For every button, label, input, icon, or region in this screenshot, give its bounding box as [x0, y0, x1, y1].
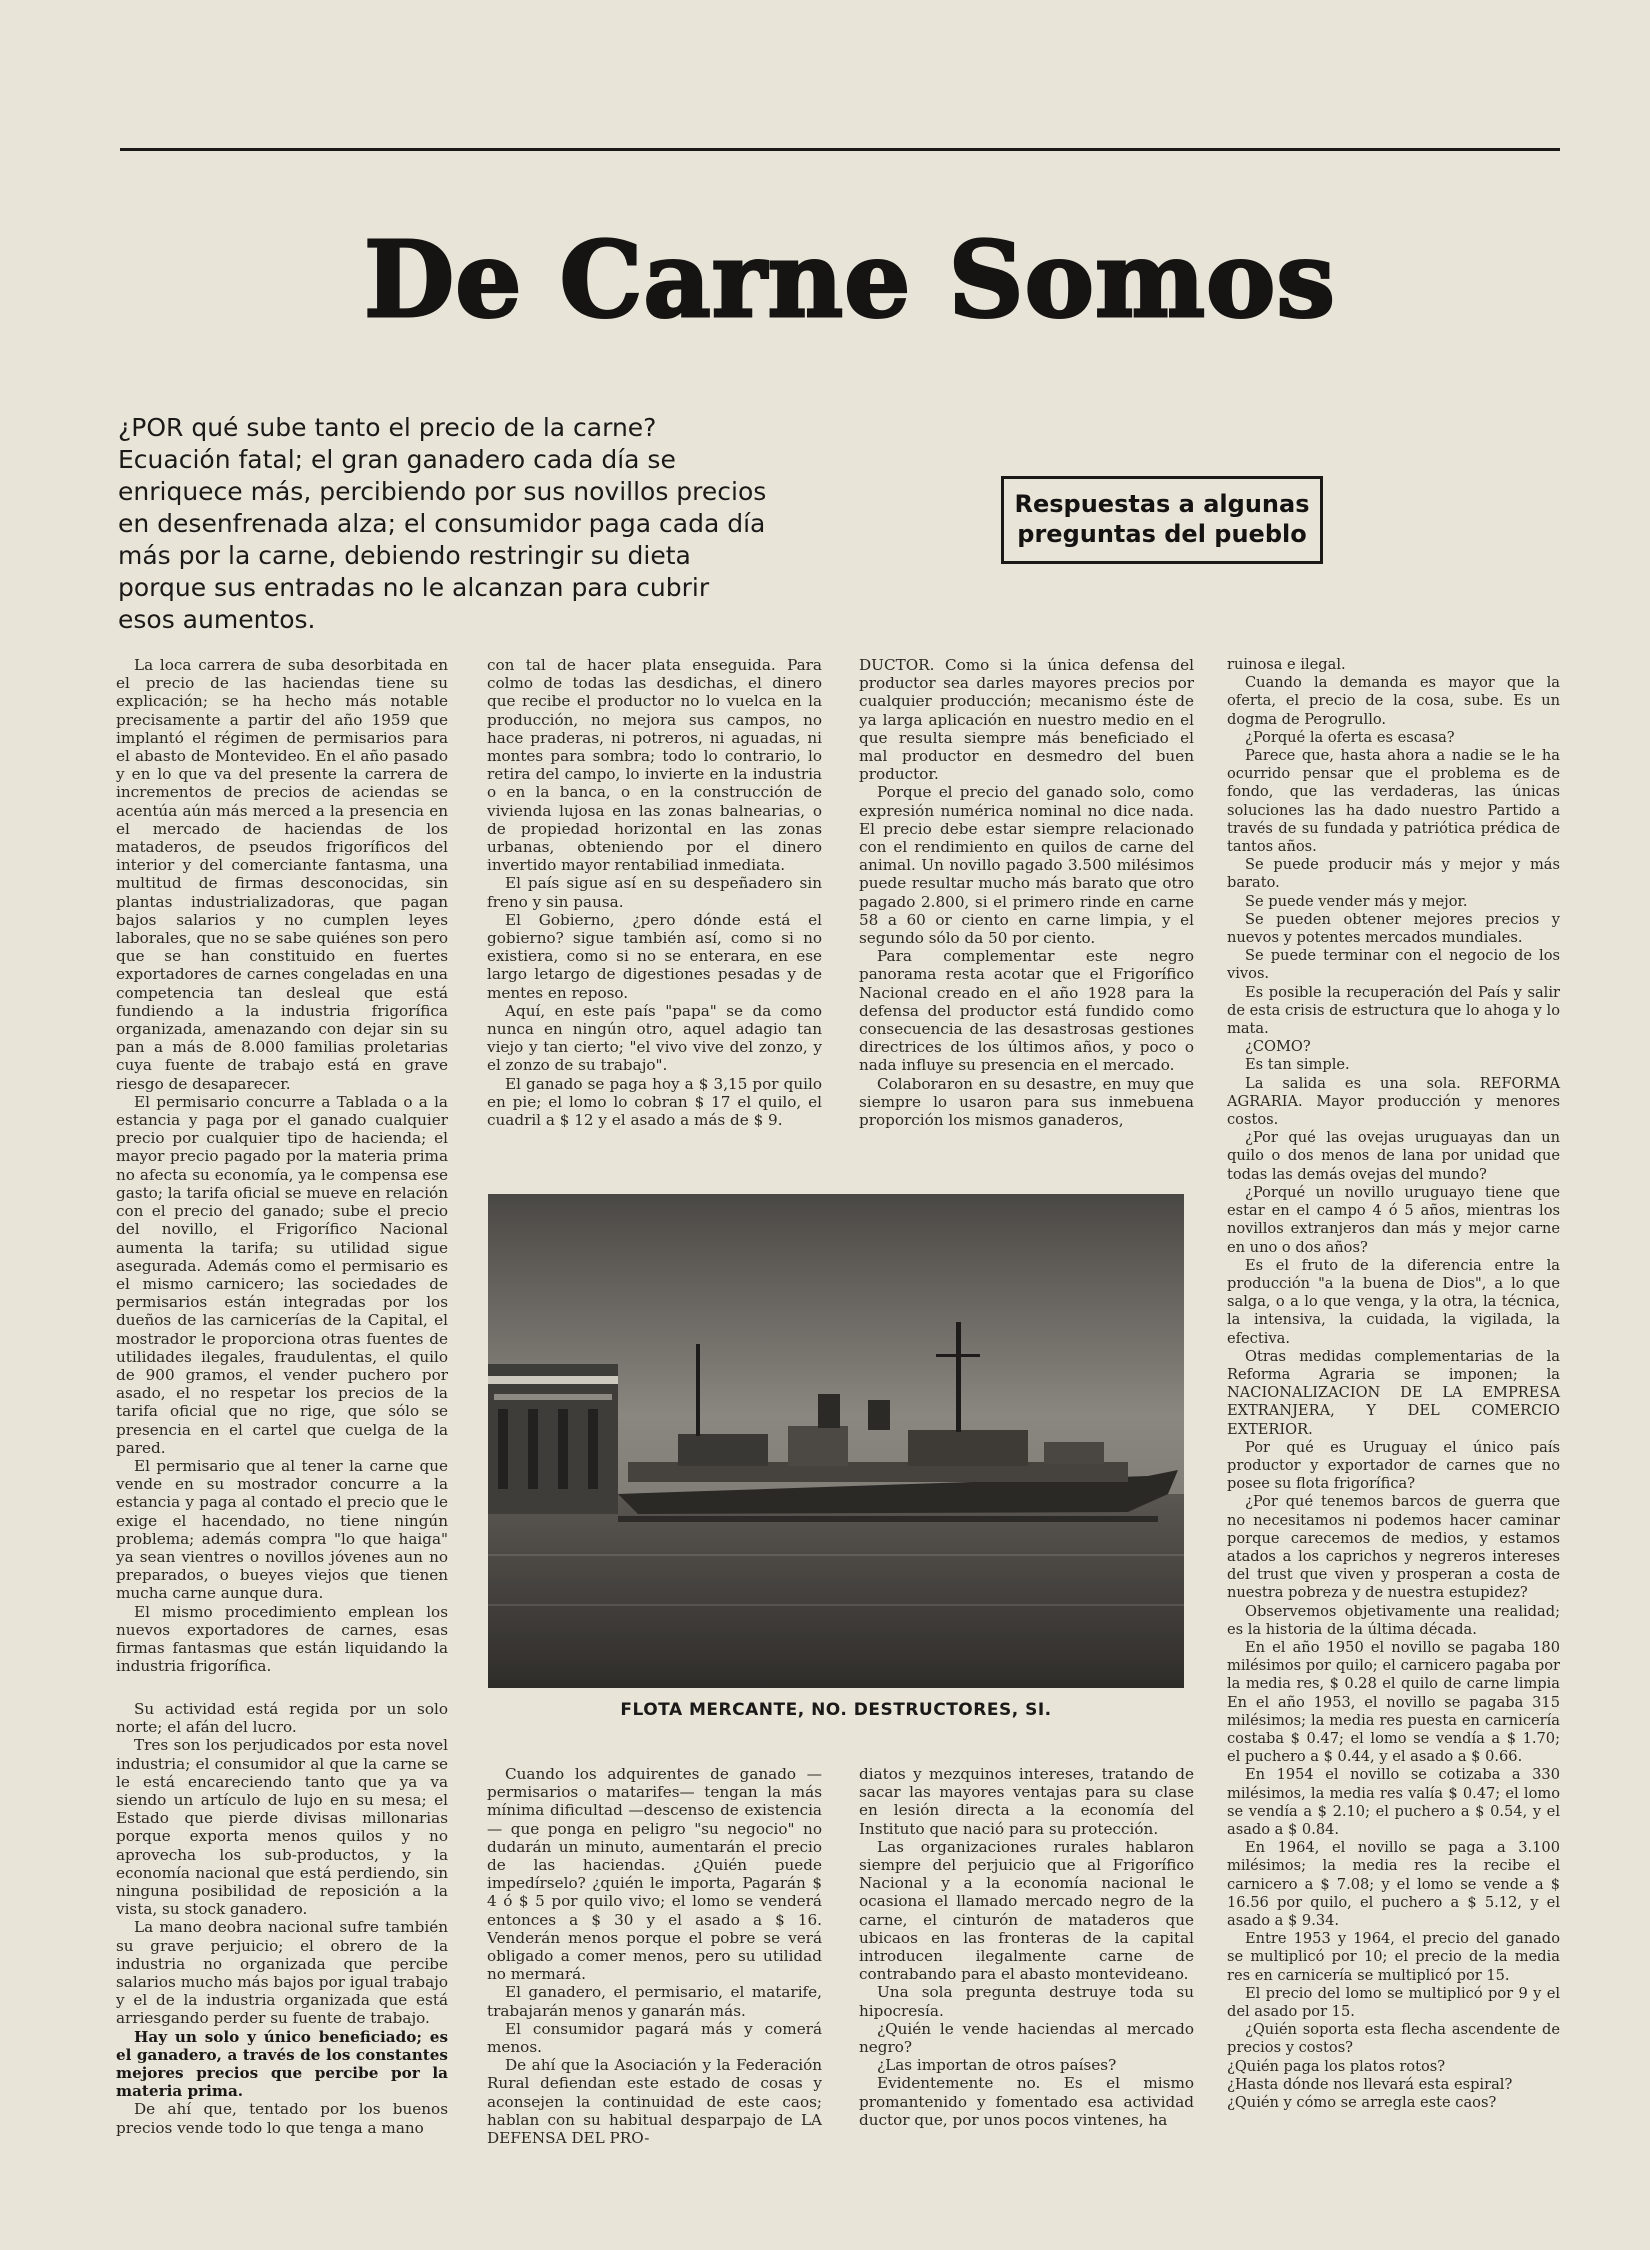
col3b-paragraph: Una sola pregunta destruye toda su hipocresía.	[859, 1983, 1194, 2020]
col3-paragraph: DUCTOR. Como si la única defensa del productor sea darles mayores precios por cualquier producción; mecanismo éste de ya larga aplicación en nuestro medio en el que resulta siempre más beneficiado el mal productor en desmedro del buen productor.	[859, 656, 1194, 784]
col1b-paragraph: Tres son los perjudicados por esta novel industria; el consumidor al que la carne se le está encareciendo tanto que ya va siendo un artículo de lujo en su mesa; el Estado que pierde divisas millonarias porque exporta menos quilos y no aprovecha los sub-productos, y la economía nacional que está perdiendo, sin ninguna posibilidad de reposición a la vista, su stock ganadero.	[116, 1736, 448, 1919]
column-3	[859, 656, 1194, 1129]
column-1	[116, 656, 448, 1675]
photo-caption: FLOTA MERCANTE, NO. DESTRUCTORES, SI.	[620, 1700, 1052, 1720]
col4-paragraph: El precio del lomo se multiplicó por 9 y el del asado por 15.	[1227, 1984, 1560, 2021]
col4-paragraph: ¿Porqué un novillo uruguayo tiene que estar en el campo 4 ó 5 años, mientras los novillos extranjeros dan más y mejor carne en uno o dos años?	[1227, 1183, 1560, 1256]
col4-paragraph: La salida es una sola. REFORMA AGRARIA. Mayor producción y menores costos.	[1227, 1074, 1560, 1129]
col4-paragraph: Se puede vender más y mejor.	[1245, 892, 1468, 910]
col2b-paragraph: De ahí que la Asociación y la Federación Rural defiendan este estado de cosas y aconsejen la continuidad de este caos; hablan con su habitual desparpajo de LA DEFENSA DEL PRO-	[487, 2056, 822, 2148]
col4-paragraph: En 1964, el novillo se paga a 3.100 milésimos; la media res la recibe el carnicero a $ 7.08; y el lomo se vende a $ 16.56 por quilo, el puchero a $ 5.12, y el asado a $ 9.34.	[1227, 1839, 1560, 1930]
col2-paragraph: con tal de hacer plata enseguida. Para colmo de todas las desdichas, el dinero que recibe el productor no lo vuelca en la producción, no mejora sus campos, no hace praderas, ni potreros, ni aguadas, ni montes para sombra; todo lo contrario, lo retira del campo, lo invierte en la industria o en la banca, o en la construcción de vivienda lujosa en las zonas balnearias, o de propiedad horizontal en las zonas urbanas, obteniendo por el dinero invertido mayor rentabiliad inmediata.	[487, 656, 822, 875]
col4-paragraph: Es el fruto de la diferencia entre la producción "a la buena de Dios", a lo que salga, o a lo que venga, y la otra, la técnica, la intensiva, la cuidada, la vigilada, la efectiva.	[1227, 1256, 1560, 1347]
col3-paragraph: Para complementar este negro panorama resta acotar que el Frigorífico Nacional creado en el año 1928 para la defensa del productor está fundido como consecuencia de las desastrosas gestiones directrices de los últimos años, y poco o nada influye su presencia en el mercado.	[859, 947, 1194, 1075]
col1-paragraph: La loca carrera de suba desorbitada en el precio de las haciendas tiene su explicación; se ha hecho más notable precisamente a partir del año 1959 que implantó el régimen de permisarios para el abasto de Montevideo. En el año pasado y en lo que va del presente la carrera de incrementos de precios de aciendas se acentúa aún más merced a la presencia en el mercado de haciendas de los mataderos, de pseudos frigoríficos del interior y del comerciante fantasma, una multitud de firmas desconocidas, sin plantas industrializadoras, que pagan bajos salarios y no cumplen leyes laborales, que no se sabe quiénes son pero que se han constituido en fuertes exportadores de carnes congeladas en una competencia tan desleal que está fundiendo a la industria frigorífica organizada, amenazando con dejar sin su pan a más de 8.000 familias proletarias cuya fuente de trabajo está en grave riesgo de desaparecer.	[116, 656, 448, 1093]
col4-paragraph: ¿Porqué la oferta es escasa?	[1245, 728, 1455, 746]
callout-box	[1001, 476, 1323, 564]
col1b-paragraph: De ahí que, tentado por los buenos precios vende todo lo que tenga a mano	[116, 2100, 448, 2137]
callout-line-2: preguntas del pueblo	[1017, 520, 1307, 548]
callout-line-1: Respuestas a algunas	[1014, 490, 1310, 518]
col2b-paragraph: Cuando los adquirentes de ganado — permisarios o matarifes— tengan la más mínima dificultad —descenso de existencia— que ponga en peligro "su negocio" no dudarán un minuto, aumentarán el precio de las haciendas. ¿Quién puede impedírselo? ¿quién le importa, Pagarán $ 4 ó $ 5 por quilo vivo; el lomo se venderá entonces a $ 30 y el asado a $ 16. Venderán menos porque el pobre se verá obligado a comer menos, pero su utilidad no mermará.	[487, 1765, 822, 1984]
col4-paragraph: Es posible la recuperación del País y salir de esta crisis de estructura que lo ahoga y lo mata.	[1227, 983, 1560, 1038]
col4-paragraph: ¿Por qué tenemos barcos de guerra que no necesitamos ni podemos hacer caminar porque carecemos de medios, y estamos atados a los caprichos y negreros intereses del trust que viven y prosperan a costa de nuestra pobreza y de nuestra estupidez?	[1227, 1493, 1560, 1602]
col4-paragraph: ruinosa e ilegal.	[1227, 656, 1346, 673]
col2-paragraph: El Gobierno, ¿pero dónde está el gobierno? sigue también así, como si no existiera, como si no se enterara, en ese largo letargo de digestiones pesadas y de mentes en reposo.	[487, 910, 822, 1002]
column-2-continued	[487, 1765, 822, 2147]
col4-paragraph: Se puede producir más y mejor y más barato.	[1227, 856, 1560, 892]
col2-paragraph: Aquí, en este país "papa" se da como nunca en ningún otro, aquel adagio tan viejo y tan cierto; "el vivo vive del zonzo, y el zonzo de su trabajo".	[487, 1001, 822, 1075]
lead-paragraph: ¿POR qué sube tanto el precio de la carne? Ecuación fatal; el gran ganadero cada día se enriquece más, percibiendo por sus novillos precios en desenfrenada alza; el consumidor paga cada día más por la carne, debiendo restringir su dieta porque sus entradas no le alcanzan para cubrir esos aumentos.	[118, 413, 767, 634]
col3b-paragraph: ¿Las importan de otros países?	[877, 2056, 1117, 2075]
col2-paragraph: El país sigue así en su despeñadero sin freno y sin pausa.	[487, 874, 822, 911]
column-4	[1227, 656, 1560, 2112]
col4-paragraph: Se pueden obtener mejores precios y nuevos y potentes mercados mundiales.	[1227, 910, 1560, 947]
column-3-continued	[859, 1765, 1194, 2129]
col2b-paragraph: El ganadero, el permisario, el matarife, trabajarán menos y ganarán más.	[487, 1983, 822, 2020]
col4-paragraph: Por qué es Uruguay el único país productor y exportador de carnes que no posee su flota frigorífica?	[1227, 1438, 1560, 1493]
col1-paragraph: El permisario que al tener la carne que vende en su mostrador concurre a la estancia y paga al contado el precio que le exige el hacendado, no tiene ningún problema; además compra "lo que haiga" ya sean vientres o novillos jóvenes aun no preparados, o bueyes viejos que tienen mucha carne aunque dura.	[116, 1456, 448, 1603]
col3b-paragraph: ¿Quién le vende haciendas al mercado negro?	[859, 2019, 1194, 2057]
col4-paragraph: Entre 1953 y 1964, el precio del ganado se multiplicó por 10; el precio de la media res en carnicería se multiplicó por 15.	[1227, 1930, 1560, 1984]
destroyer-photo	[488, 1194, 1184, 1688]
col4-paragraph: ¿COMO?	[1245, 1038, 1311, 1056]
col3b-paragraph: Evidentemente no. Es el mismo promantenido y fomentado esa actividad ductor que, por unos pocos vintenes, ha	[859, 2074, 1194, 2129]
col4-paragraph: En 1954 el novillo se cotizaba a 330 milésimos, la media res valía $ 0.47; el lomo se vendía a $ 2.10; el puchero a $ 0.54, y el asado a $ 0.84.	[1227, 1766, 1560, 1838]
col4-paragraph: En el año 1950 el novillo se pagaba 180 milésimos por quilo; el carnicero pagaba por la media res, $ 0.28 el quilo de carne limpia En el año 1953, el novillo se pagaba 315 milésimos; la media res puesta en carnicería costaba $ 0.47; el lomo se vendía a $ 1.70; el puchero a $ 0.44, y el asado a $ 0.66.	[1227, 1638, 1560, 1766]
col2b-paragraph: El consumidor pagará más y comerá menos.	[487, 2019, 822, 2057]
col4-paragraph: ¿Quién paga los platos rotos?	[1227, 2057, 1446, 2075]
col1b-paragraph: La mano deobra nacional sufre también su grave perjuicio; el obrero de la industria no organizada que percibe salarios mucho más bajos por igual trabajo y el de la industria organizada que está arriesgando perder su fuente de trabajo.	[116, 1918, 448, 2028]
col2-paragraph: El ganado se paga hoy a $ 3,15 por quilo en pie; el lomo lo cobran $ 17 el quilo, el cuadril a $ 12 y el asado a más de $ 9.	[487, 1074, 822, 1130]
top-rule	[120, 148, 1560, 151]
col4-paragraph: Es tan simple.	[1245, 1056, 1350, 1074]
col1b-paragraph-bold: Hay un solo y único beneficiado; es el ganadero, a través de los constantes mejores precios que percibe por la materia prima.	[116, 2027, 448, 2101]
column-2	[487, 656, 822, 1129]
col4-paragraph: Otras medidas complementarias de la Reforma Agraria se imponen; la NACIONALIZACION DE LA EMPRESA EXTRANJERA, Y DEL COMERCIO EXTERIOR.	[1227, 1347, 1560, 1438]
col4-paragraph: ¿Hasta dónde nos llevará esta espiral?	[1227, 2075, 1513, 2093]
headline: De Carne Somos	[364, 218, 1336, 341]
col4-paragraph: Observemos objetivamente una realidad; es la historia de la última década.	[1227, 1602, 1560, 1638]
col4-paragraph: ¿Por qué las ovejas uruguayas dan un quilo o dos menos de lana por unidad que todas las demás ovejas del mundo?	[1227, 1129, 1560, 1183]
col3b-paragraph: diatos y mezquinos intereses, tratando de sacar las mayores ventajas para su clase en lesión directa a la economía del Instituto que nació para su protección.	[859, 1765, 1194, 1838]
column-1-continued	[116, 1700, 448, 2137]
col4-paragraph: ¿Quién y cómo se arregla este caos?	[1227, 2094, 1497, 2112]
col3-paragraph: Porque el precio del ganado solo, como expresión numérica nominal no dice nada. El precio debe estar siempre relacionado con el rendimiento en quilos de carne del animal. Un novillo pagado 3.500 milésimos puede resultar mucho más barato que otro pagado 2.800, si el primero rinde en carne 58 a 60 or ciento en carne limpia, y el segundo sólo da 50 por ciento.	[859, 783, 1194, 948]
col4-paragraph: Parece que, hasta ahora a nadie se le ha ocurrido pensar que el problema es de fondo, que las verdaderas, las únicas soluciones las ha dado nuestro Partido a través de su fundada y patriótica prédica de tantos años.	[1227, 747, 1560, 856]
col3-paragraph: Colaboraron en su desastre, en muy que siempre lo usaron para sus inmebuena proporción los mismos ganaderos,	[859, 1074, 1194, 1130]
col1-paragraph: El permisario concurre a Tablada o a la estancia y paga por el ganado cualquier precio por cualquier tipo de hacienda; el mayor precio pagado por la materia prima no afecta su economía, ya le compensa ese gasto; la tarifa oficial se mueve en relación con el precio del ganado; sube el precio del novillo, el Frigorífico Nacional aumenta la tarifa; su utilidad sigue asegurada. Además como el permisario es el mismo carnicero; las sociedades de permisarios están integradas por los dueños de las carnicerías de la Capital, el mostrador le proporciona otras fuentes de utilidades ilegales, fraudulentas, el quilo de 900 gramos, el vender puchero por asado, el no respetar los precios de la tarifa oficial que no rige, que sólo se presencia en el cartel que cuelga de la pared.	[116, 1092, 448, 1457]
col3b-paragraph: Las organizaciones rurales hablaron siempre del perjuicio que al Frigorífico Nacional y a la economía nacional le ocasiona el llamado mercado negro de la carne, el cinturón de mataderos que ubicaos en las fronteras de la capital introducen ilegalmente carne de contrabando para el abasto montevideano.	[859, 1837, 1194, 1984]
ship-harbor-image	[488, 1194, 1184, 1688]
col4-paragraph: Se puede terminar con el negocio de los vivos.	[1227, 947, 1560, 983]
col4-paragraph: Cuando la demanda es mayor que la oferta, el precio de la cosa, sube. Es un dogma de Perogrullo.	[1227, 674, 1560, 728]
col1-paragraph: El mismo procedimiento emplean los nuevos exportadores de carnes, esas firmas fantasmas que están liquidando la industria frigorífica.	[116, 1602, 448, 1676]
col1b-paragraph: Su actividad está regida por un solo norte; el afán del lucro.	[116, 1700, 448, 1737]
col4-paragraph: ¿Quién soporta esta flecha ascendente de precios y costos?	[1227, 2021, 1560, 2057]
